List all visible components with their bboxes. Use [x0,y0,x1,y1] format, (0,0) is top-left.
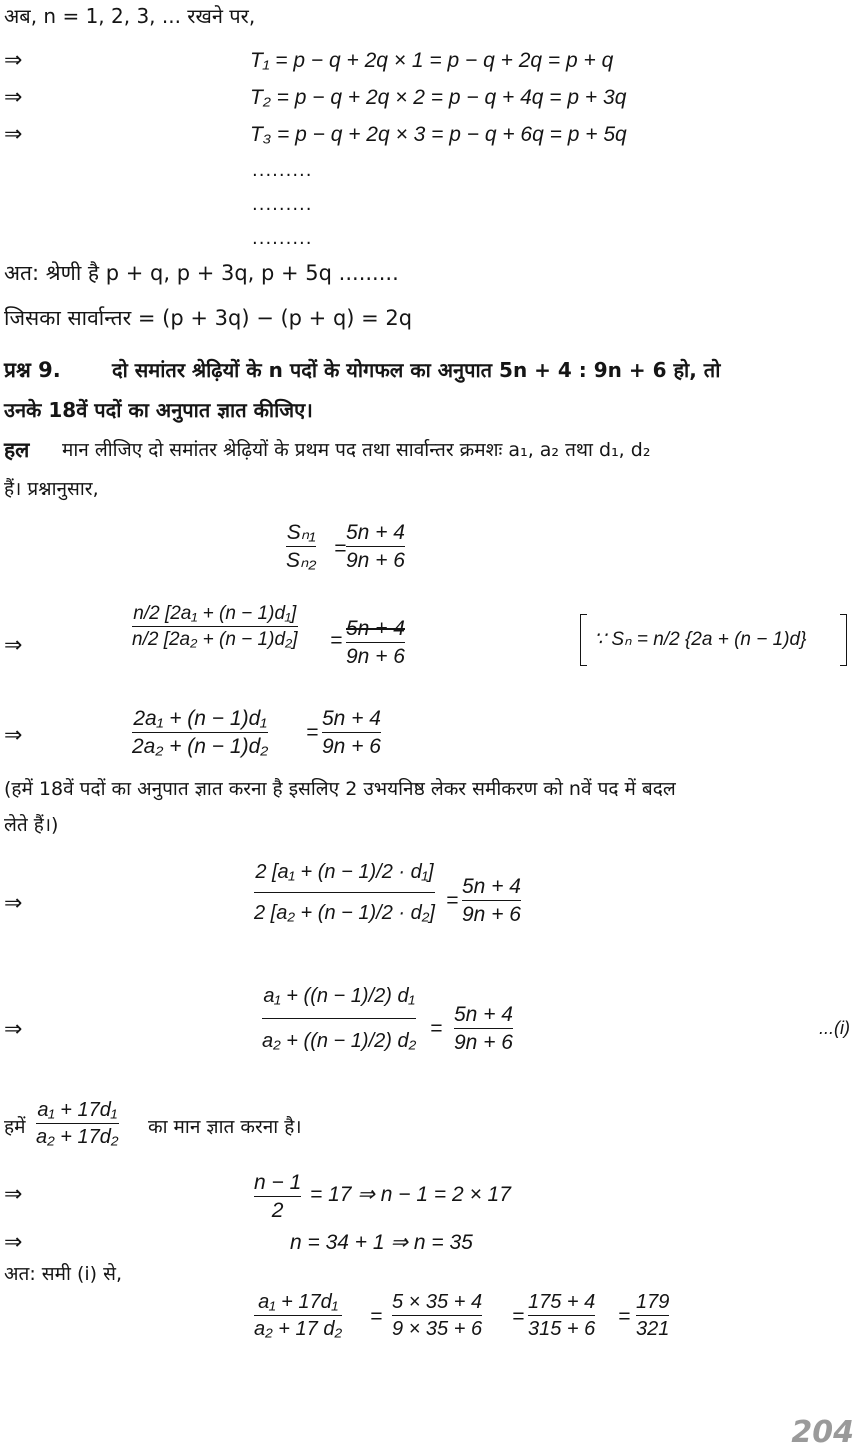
eq1-lhs-fraction: Sₙ₁ Sₙ₂ [286,521,317,572]
implies-symbol: ⇒ [4,891,23,916]
eq3-rhs-fraction: 5n + 4 9n + 6 [322,707,381,758]
formula-bracket-left [580,614,587,666]
final-result-fraction: 179 321 [636,1291,670,1340]
intro-line: अब, n = 1, 2, 3, ... रखने पर, [4,4,256,28]
implies-symbol: ⇒ [4,122,23,147]
term-t3: T₃ = p − q + 2q × 3 = p − q + 6q = p + 5q [250,123,627,146]
equals-sign: = [330,629,343,652]
eq3-lhs-fraction: 2a₁ + (n − 1)d₁ 2a₂ + (n − 1)d₂ [132,707,269,758]
ellipsis-row: ......... [252,228,313,249]
implies-symbol: ⇒ [4,723,23,748]
solution-text-line1: मान लीजिए दो समांतर श्रेढ़ियों के प्रथम पद तथा सार्वान्तर क्रमशः a₁, a₂ तथा d₁, d₂ [62,439,651,461]
eq2-rhs-fraction: 5n + 4 9n + 6 [346,617,405,668]
find-prefix: हमें [4,1116,26,1138]
note-line2: लेते हैं।) [4,814,59,836]
implies-symbol: ⇒ [4,1017,23,1042]
term-t2: T₂ = p − q + 2q × 2 = p − q + 4q = p + 3q [250,86,627,109]
formula-bracket-right [840,614,847,666]
solution-text-line2: हैं। प्रश्नानुसार, [4,478,99,500]
question-text-line1: दो समांतर श्रेढ़ियों के n पदों के योगफल का अनुपात 5n + 4 : 9n + 6 हो, तो [112,358,721,382]
eq6-fraction: n − 1 2 [254,1171,302,1222]
equals-sign: = [446,889,459,912]
implies-symbol: ⇒ [4,1182,23,1207]
equals-sign: = [618,1305,631,1328]
implies-symbol: ⇒ [4,1230,23,1255]
eq7: n = 34 + 1 ⇒ n = 35 [290,1231,473,1254]
ellipsis-row: ......... [252,160,313,181]
find-suffix: का मान ज्ञात करना है। [148,1116,302,1138]
implies-symbol: ⇒ [4,48,23,73]
question-text-line2: उनके 18वें पदों का अनुपात ज्ञात कीजिए। [4,398,313,422]
equals-sign: = [334,537,347,560]
common-difference-line: जिसका सार्वान्तर = (p + 3q) − (p + q) = 2q [4,306,413,330]
implies-symbol: ⇒ [4,633,23,658]
eq5-rhs-fraction: 5n + 4 9n + 6 [454,1003,513,1054]
final-mid-fraction: 5 × 35 + 4 9 × 35 + 6 [392,1291,483,1340]
eq5-lhs-fraction: a₁ + ((n − 1)/2) d₁ a₂ + ((n − 1)/2) d₂ [262,985,417,1052]
series-line: अत: श्रेणी है p + q, p + 3q, p + 5q ......... [4,261,399,285]
eq4-lhs-fraction: 2 [a₁ + (n − 1)/2 · d₁] 2 [a₂ + (n − 1)/2 · d₂] [254,861,435,924]
equation-tag: ...(i) [819,1018,850,1038]
final-mid2-fraction: 175 + 4 315 + 6 [528,1291,596,1340]
final-lhs-fraction: a₁ + 17d₁ a₂ + 17 d₂ [254,1291,343,1340]
implies-symbol: ⇒ [4,85,23,110]
eq4-rhs-fraction: 5n + 4 9n + 6 [462,875,521,926]
solution-label: हल [4,438,30,462]
page-number: 204 [791,1415,854,1450]
eq6-rest: = 17 ⇒ n − 1 = 2 × 17 [310,1183,511,1206]
find-fraction: a₁ + 17d₁ a₂ + 17d₂ [36,1099,119,1148]
equals-sign: = [370,1305,383,1328]
from-equation-line: अत: समी (i) से, [4,1263,122,1285]
note-line1: (हमें 18वें पदों का अनुपात ज्ञात करना है इसलिए 2 उभयनिष्ठ लेकर समीकरण को nवें पद में बदल [4,778,676,800]
question-label: प्रश्न 9. [4,358,61,382]
sum-formula: ∵ Sₙ = n/2 {2a + (n − 1)d} [594,629,807,650]
term-t1: T₁ = p − q + 2q × 1 = p − q + 2q = p + q [250,49,614,72]
ellipsis-row: ......... [252,194,313,215]
equals-sign: = [306,721,319,744]
eq2-lhs-fraction: n/2 [2a₁ + (n − 1)d₁] n/2 [2a₂ + (n − 1)d₂] [132,603,298,650]
equals-sign: = [430,1017,443,1040]
eq1-rhs-fraction: 5n + 4 9n + 6 [346,521,405,572]
equals-sign: = [512,1305,525,1328]
